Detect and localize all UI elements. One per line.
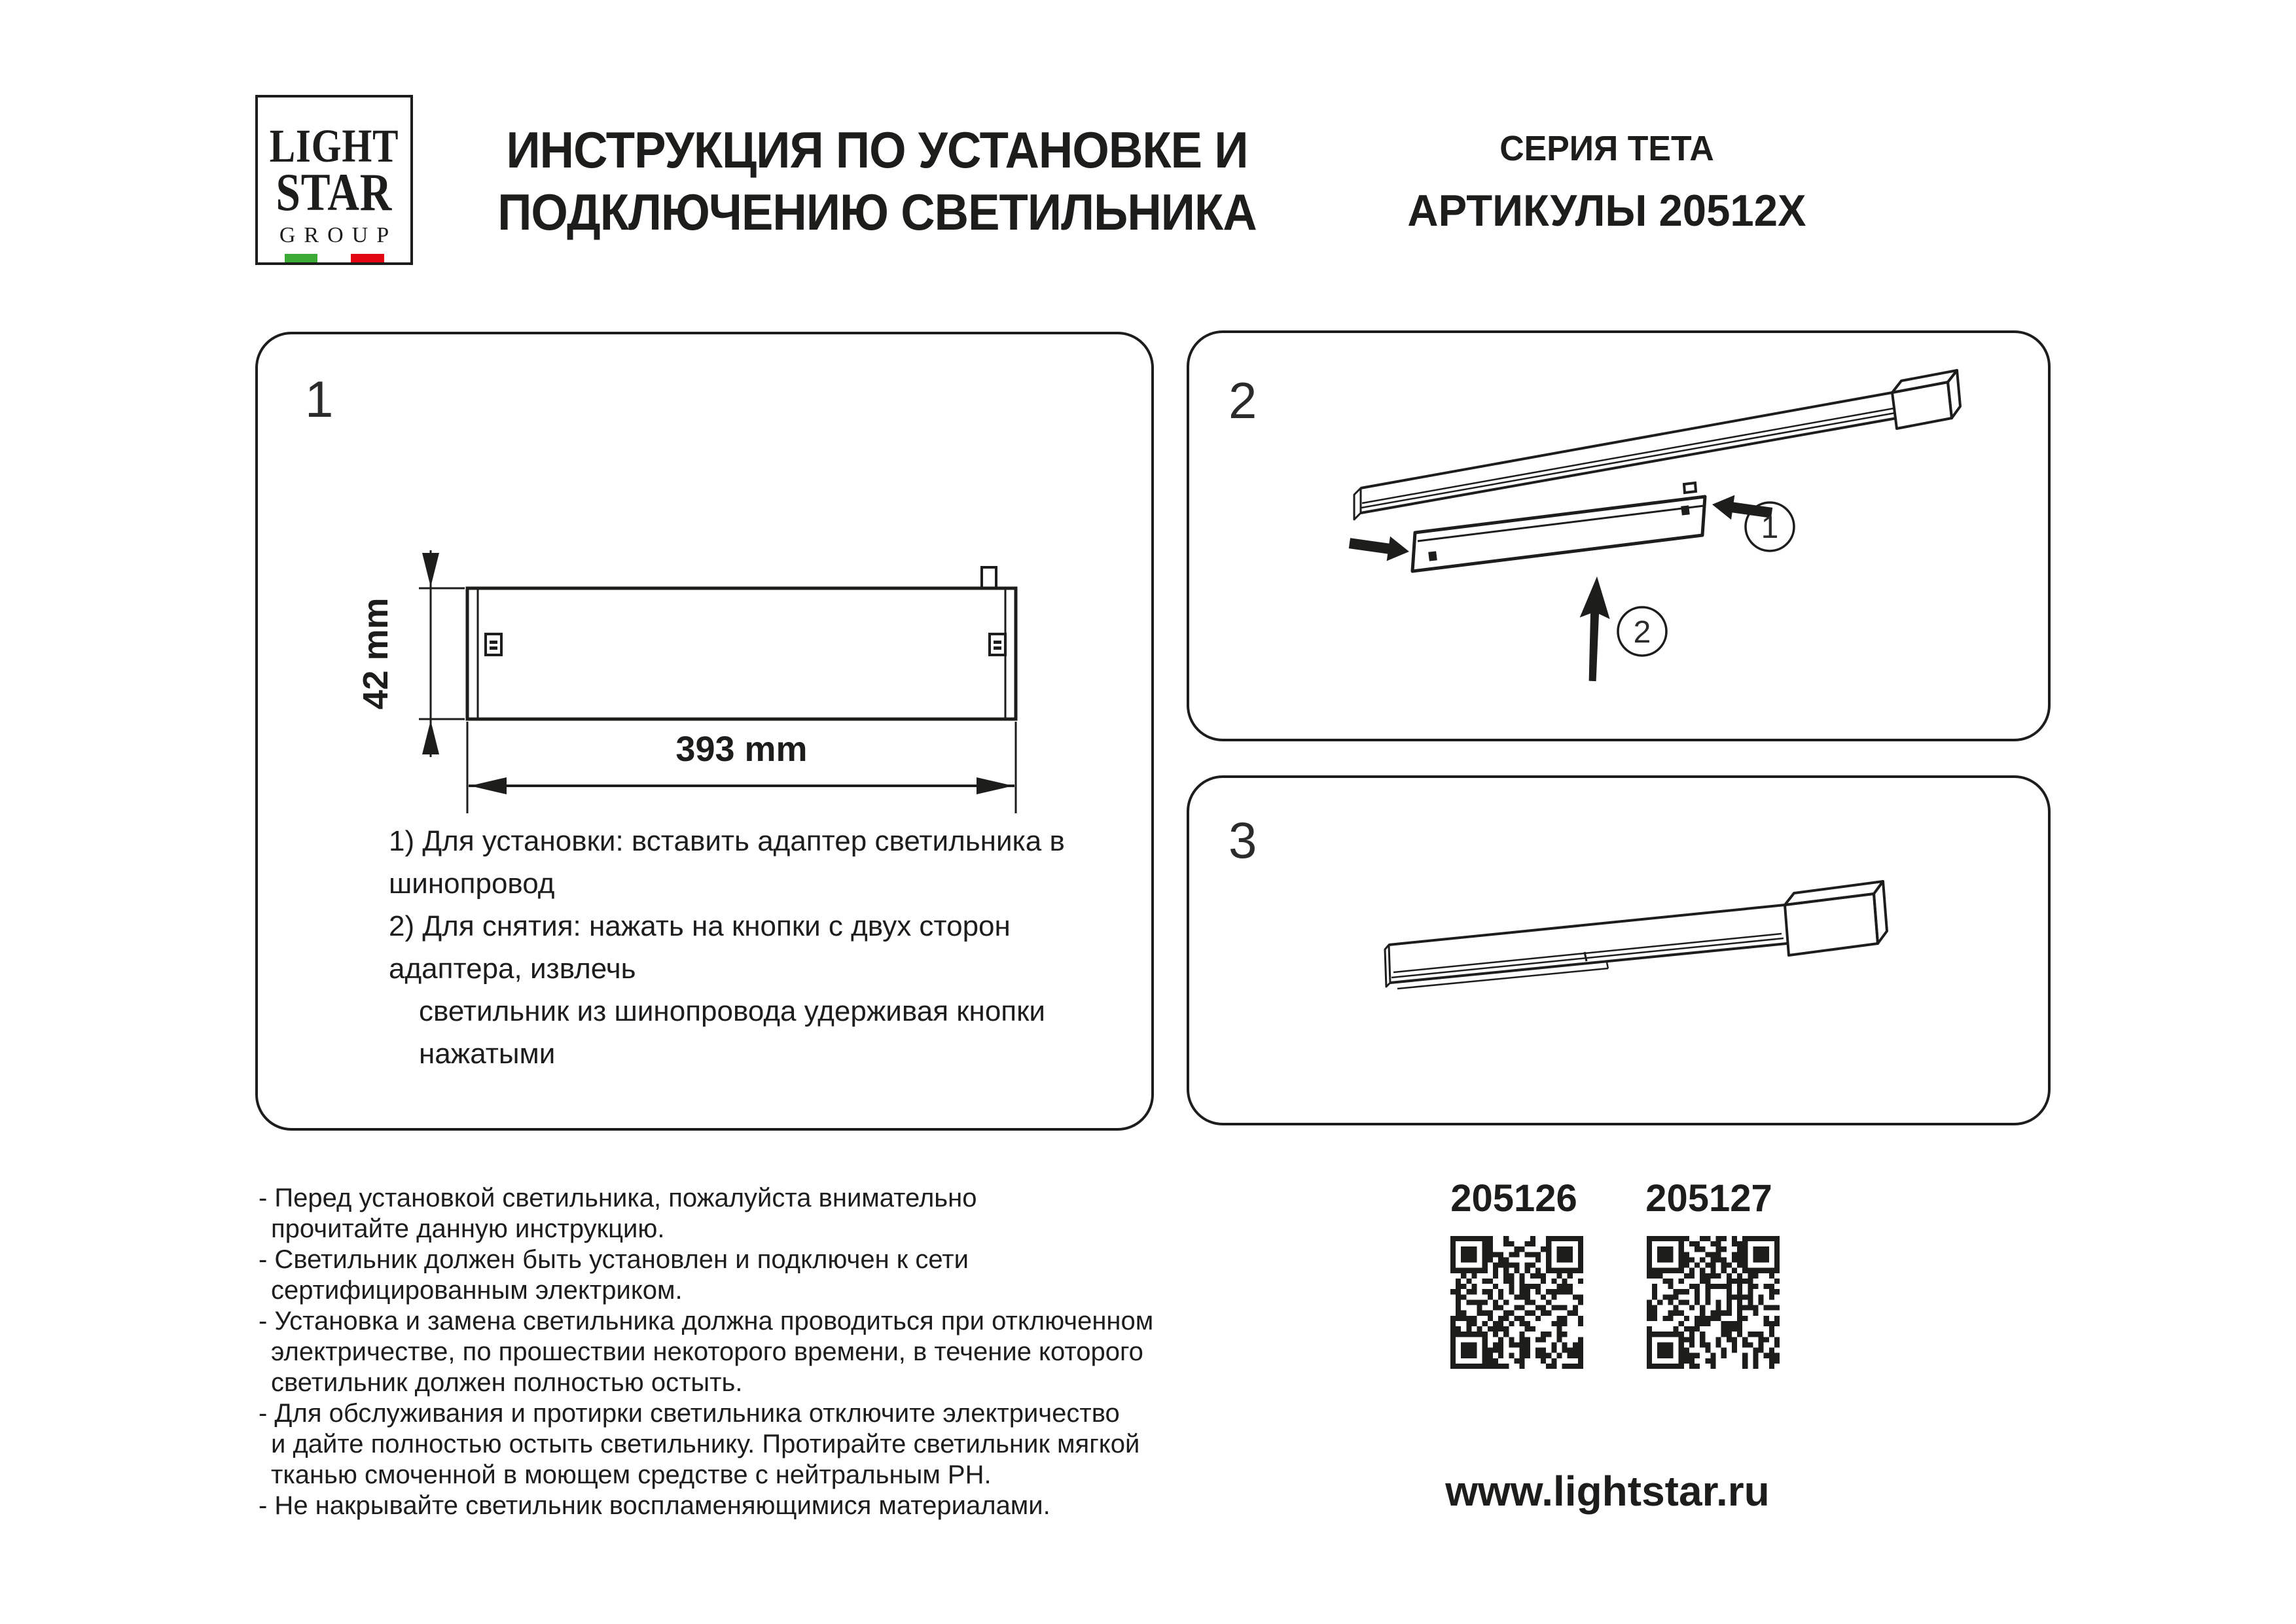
warning-line: - Светильник должен быть установлен и подключен к сети bbox=[259, 1245, 969, 1274]
warning-line: сертифицированным электриком. bbox=[271, 1276, 683, 1305]
article-number-1: 205126 bbox=[1450, 1177, 1577, 1220]
logo-word-star: STAR bbox=[276, 162, 393, 222]
adapter-button-right bbox=[1681, 505, 1690, 515]
warning-line: - Установка и замена светильника должна проводиться при отключенном bbox=[259, 1307, 1154, 1335]
warning-line: и дайте полностью остыть светильнику. Протирайте светильник мягкой bbox=[271, 1430, 1140, 1458]
warning-line: светильник должен полностью остыть. bbox=[271, 1368, 743, 1397]
press-arrow-left bbox=[1348, 531, 1410, 563]
svg-text:1: 1 bbox=[1761, 510, 1779, 545]
release-button-right bbox=[990, 634, 1005, 655]
title-line-2: ПОДКЛЮЧЕНИЮ СВЕТИЛЬНИКА bbox=[497, 183, 1257, 241]
step3-number: 3 bbox=[1229, 811, 1257, 869]
caption-line-1: 1) Для установки: вставить адаптер светильника в шинопровод bbox=[389, 825, 1065, 900]
adapter-tab bbox=[1684, 483, 1696, 493]
width-dimension-label: 393 mm bbox=[675, 730, 808, 769]
marker-1-badge bbox=[1746, 503, 1794, 551]
flag-white-stripe bbox=[317, 254, 351, 262]
document-title bbox=[439, 119, 1315, 243]
height-dimension bbox=[356, 550, 465, 757]
series-label: СЕРИЯ ТЕТА bbox=[1499, 129, 1714, 168]
step1-caption bbox=[389, 820, 1096, 1075]
width-dimension bbox=[467, 722, 1016, 813]
qr-code-205126 bbox=[1448, 1236, 1585, 1369]
step1-panel bbox=[255, 332, 1154, 1131]
warning-line: тканью смоченной в моющем средстве с нейтральным PH. bbox=[271, 1460, 992, 1489]
assembled-track-fixture bbox=[1385, 881, 1887, 989]
caption-line-2: 2) Для снятия: нажать на кнопки с двух сторон адаптера, извлечь bbox=[389, 910, 1011, 985]
track-rail bbox=[1354, 370, 1960, 520]
warning-line: - Перед установкой светильника, пожалуйста внимательно bbox=[259, 1184, 977, 1212]
lightstar-logo bbox=[255, 95, 413, 265]
step1-number: 1 bbox=[305, 370, 334, 428]
height-dimension-label: 42 mm bbox=[356, 597, 395, 710]
safety-warnings bbox=[259, 1183, 1175, 1521]
logo-word-group: GROUP bbox=[279, 223, 398, 247]
qr-code-205127 bbox=[1645, 1236, 1782, 1369]
step2-number: 2 bbox=[1229, 372, 1257, 429]
articles-label: АРТИКУЛЫ 20512X bbox=[1407, 186, 1806, 236]
insert-adapter-diagram bbox=[1189, 333, 2043, 733]
flag-red-stripe bbox=[351, 254, 384, 262]
fixture-tab bbox=[982, 567, 996, 588]
italian-flag-icon bbox=[285, 254, 384, 262]
warning-line: - Для обслуживания и протирки светильника отключите электричество bbox=[259, 1399, 1120, 1428]
assembled-fixture-diagram bbox=[1189, 778, 2043, 1118]
adapter-button-left bbox=[1428, 551, 1437, 561]
website-link: www.lightstar.ru bbox=[1445, 1468, 1770, 1515]
marker-2-badge bbox=[1618, 607, 1666, 656]
step3-panel bbox=[1187, 775, 2051, 1125]
fixture-front-view bbox=[467, 567, 1016, 719]
title-line-1: ИНСТРУКЦИЯ ПО УСТАНОВКЕ И bbox=[506, 121, 1248, 179]
step2-panel bbox=[1187, 330, 2051, 741]
article-number-2: 205127 bbox=[1645, 1177, 1772, 1220]
caption-line-3: светильник из шинопровода удерживая кнопки нажатыми bbox=[419, 995, 1045, 1070]
warning-line: - Не накрывайте светильник воспламеняющимися материалами. bbox=[259, 1491, 1050, 1520]
release-button-left bbox=[486, 634, 501, 655]
logo-word-light: LIGHT bbox=[269, 120, 399, 172]
insert-up-arrow bbox=[1577, 576, 1612, 682]
flag-green-stripe bbox=[285, 254, 318, 262]
warning-line: электричестве, по прошествии некоторого времени, в течение которого bbox=[271, 1337, 1143, 1366]
warning-line: прочитайте данную инструкцию. bbox=[271, 1214, 665, 1243]
svg-text:2: 2 bbox=[1633, 615, 1651, 650]
